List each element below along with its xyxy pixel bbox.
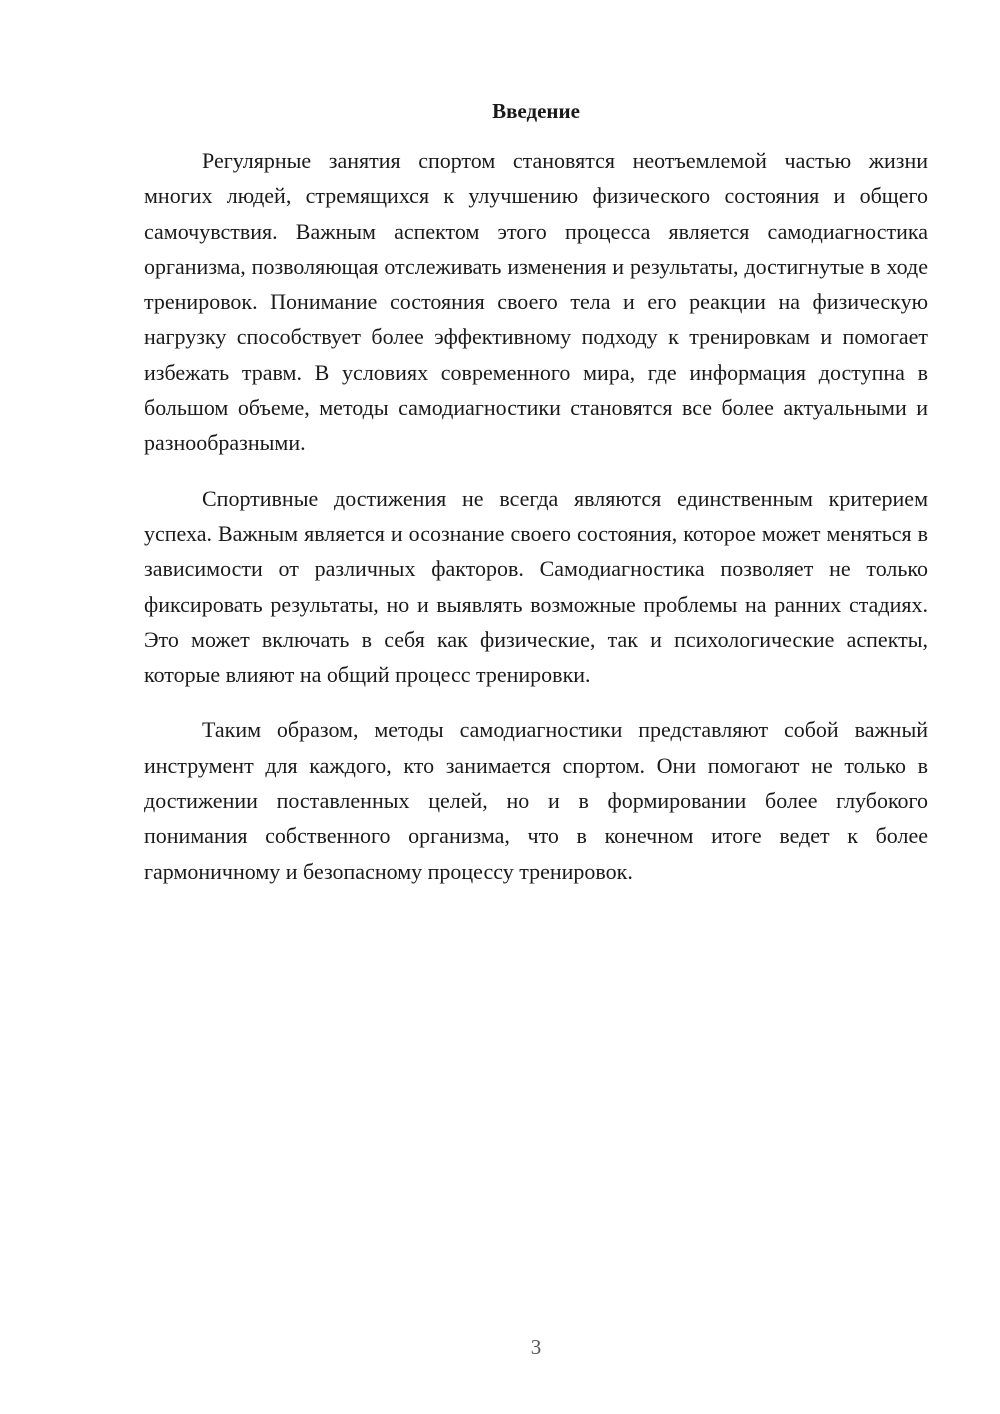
- paragraph-1: Регулярные занятия спортом становятся неотъемлемой частью жизни многих людей, стремящихся к улучшению физического состояния и общего самочувствия. Важным аспектом этого процесса является самодиагностика организма, позволяющая отслеживать изменения и результаты, достигнутые в ходе тренировок. Понимание состояния своего тела и его реакции на физическую нагрузку способствует более эффективному подходу к тренировкам и помогает избежать травм. В условиях современного мира, где информация доступна в большом объеме, методы самодиагностики становятся все более актуальными и разнообразными.: [144, 148, 928, 456]
- body-text: [144, 143, 928, 909]
- section-heading: Введение: [492, 99, 580, 123]
- paragraph-2: Спортивные достижения не всегда являются единственным критерием успеха. Важным является и осознание своего состояния, которое может меняться в зависимости от различных факторов. Самодиагностика позволяет не только фиксировать результаты, но и выявлять возможные проблемы на ранних стадиях. Это может включать в себя как физические, так и психологические аспекты, которые влияют на общий процесс тренировки.: [144, 485, 928, 688]
- page-number: 3: [530, 1335, 542, 1359]
- paragraph-3: Таким образом, методы самодиагностики представляют собой важный инструмент для каждого, кто занимается спортом. Они помогают не только в достижении поставленных целей, но и в формировании более глубокого понимания собственного организма, что в конечном итоге ведет к более гармоничному и безопасному процессу тренировок.: [144, 717, 928, 884]
